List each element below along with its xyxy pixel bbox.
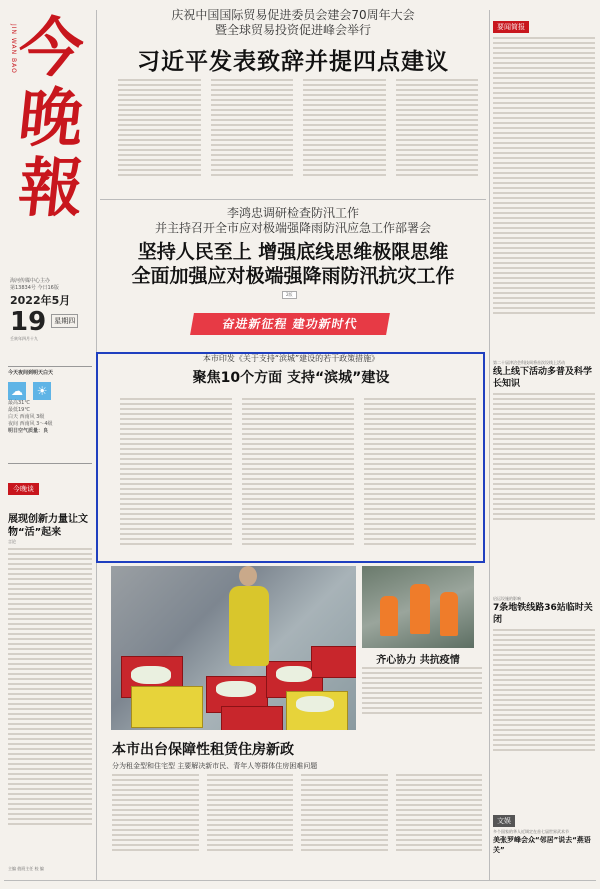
section-divider-1 (100, 199, 486, 200)
news-brief-body (493, 37, 595, 314)
focus-headline: 聚焦10个方面 支持“滨城”建设 (192, 370, 390, 386)
side-photo-volunteers (362, 566, 474, 648)
air-quality: 明日空气质量：良 (8, 428, 49, 434)
flood-kicker-1: 李鸿忠调研检查防汛工作 (226, 206, 359, 220)
housing-story (100, 739, 486, 771)
flood-headline-2: 全面加强应对极端强降雨防汛抗灾工作 (131, 265, 455, 287)
date-day: 19 (10, 307, 47, 337)
right-item-2-title: 7条地铁线路36站临时关闭 (493, 603, 593, 625)
right-item-3-kicker: 多个国家的华人近调定在首七届世界武术节 (493, 829, 569, 834)
left-commentary (8, 476, 92, 828)
wind-day: 白天 西南风 3级 (8, 414, 45, 420)
right-item-1-body (493, 393, 595, 520)
photo-caption: 齐心协力 共抗疫情 (376, 655, 460, 666)
flood-story (100, 206, 486, 288)
wind-night: 夜间 西南风 3～4级 (8, 421, 53, 427)
cloud-icon: ☁ (8, 382, 26, 400)
logo-char-2: 晚 (15, 81, 87, 156)
date-block (10, 278, 94, 342)
sun-icon: ☀ (33, 382, 51, 400)
lead-headline: 习近平发表致辞并提四点建议 (137, 49, 449, 75)
commentary-title: 展现创新力量让文物“活”起来 (8, 514, 88, 538)
logo-char-1: 今 (15, 11, 87, 86)
focus-kicker: 本市印发《关于支持“滨城”建设的若干政策措施》 (202, 354, 380, 363)
slogan-banner: 奋进新征程 建功新时代 (190, 313, 390, 335)
lead-story (100, 8, 486, 76)
news-brief-column (493, 14, 595, 317)
housing-headline: 本市出台保障性租赁住房新政 (112, 742, 294, 758)
flood-kicker-2: 并主持召开全市应对极端强降雨防汛应急工作部署会 (154, 221, 431, 235)
photo-caption-body (362, 664, 482, 717)
flood-page-ref: 2版 (282, 291, 297, 299)
masthead-side-text: JIN WAN BAO (10, 24, 17, 74)
right-item-2-kicker: 启运设施的影响 (493, 596, 521, 601)
lead-body (118, 76, 478, 179)
right-item-2-body (493, 629, 595, 751)
news-brief-tag: 要闻简报 (493, 21, 529, 33)
right-item-3-title: 美张罗峰会众“邻居”说去“燕语关” (493, 836, 591, 854)
flood-headline-1: 坚持人民至上 增强底线思维极限思维 (137, 241, 449, 263)
issue-line (10, 285, 94, 292)
temp-high: 最高31℃ (8, 400, 30, 406)
focus-story (100, 354, 482, 387)
right-item-1 (493, 360, 595, 523)
page-count: 今日16版 (37, 285, 59, 291)
lead-kicker-1: 庆祝中国国际贸易促进委员会建会70周年大会 (171, 8, 415, 22)
publisher-line: 海河传媒中心主办 (10, 278, 51, 284)
issue-number: 第13834号 (10, 285, 36, 291)
right-item-1-title: 线上线下活动多普及科学长知识 (493, 367, 593, 389)
housing-subhead: 分为租金型和住宅型 主要解决新市民、青年人等群体住房困难问题 (112, 762, 318, 770)
weather-box (8, 366, 92, 464)
weather-title: 今天夜间到明天白天 (8, 370, 54, 376)
date-year-month: 2022年5月 (10, 294, 71, 307)
lead-kicker-2: 暨全球贸易投资促进峰会举行 (214, 23, 371, 37)
temp-low: 最低19℃ (8, 407, 30, 413)
commentary-body (8, 548, 92, 825)
housing-body (112, 771, 482, 854)
column-divider-right (489, 10, 490, 880)
logo-char-3: 報 (15, 151, 87, 226)
lunar-date: 壬寅年四月十九 (10, 336, 38, 341)
right-item-3-tag: 文娱 (493, 815, 515, 827)
commentary-tag: 今晚谈 (8, 483, 39, 495)
right-item-2 (493, 596, 595, 754)
main-photo-vegetable-supply (111, 566, 356, 730)
right-item-3 (493, 808, 595, 855)
right-item-1-kicker: 第二十届津洽会科技周将首次设线上活动 (493, 360, 565, 365)
footer-credits: 主编 值班主任 校 编 (8, 866, 44, 871)
commentary-byline: 言论 (8, 539, 16, 544)
page-bottom-rule (4, 880, 596, 881)
date-weekday: 星期四 (51, 314, 78, 328)
masthead-logo (8, 11, 94, 274)
focus-body (120, 395, 476, 548)
